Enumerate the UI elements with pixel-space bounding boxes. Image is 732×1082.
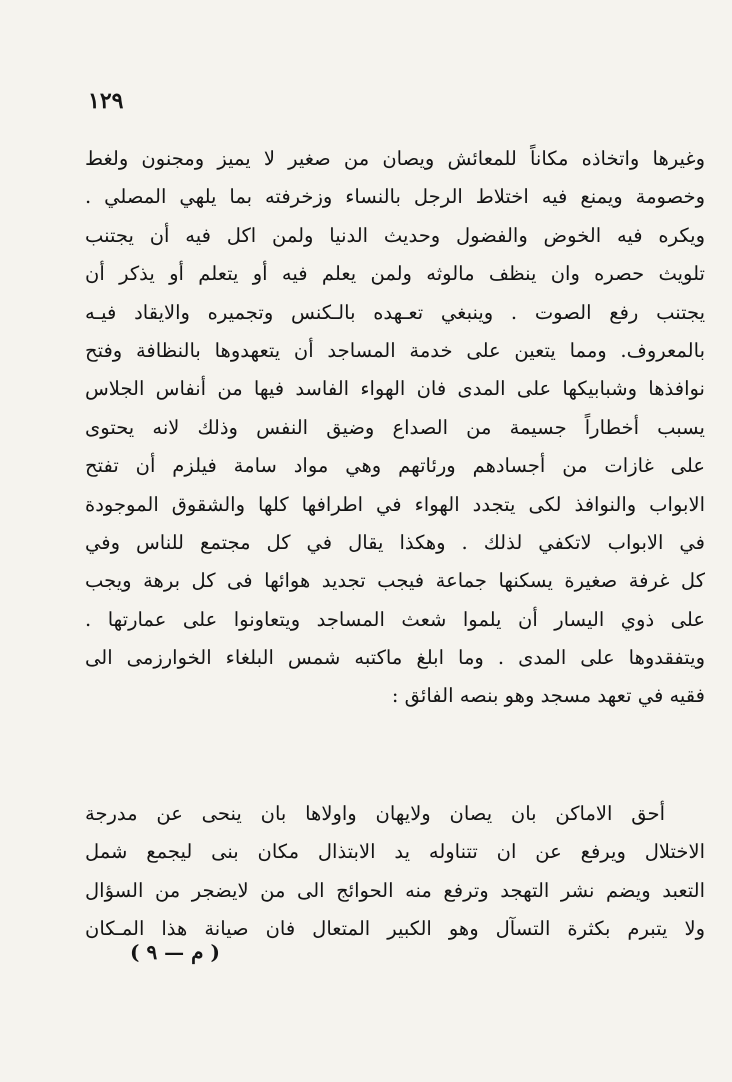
text-line: بالمعروف. ومما يتعين على خدمة المساجد أن يتعهدوها بالنظافة وفتح [85,338,705,362]
text-line: التعبد ويضم نشر التهجد وترفع منه الحوائج الى من لايضجر من السؤال [85,878,705,902]
text-line: نوافذها وشبابيكها على المدى فان الهواء الفاسد فيها من أنفاس الجلاس [85,377,705,401]
paragraph-1 [85,140,705,716]
text-line: ولا يتبرم بكثرة التسآل وهو الكبير المتعال فان صيانة هذا المـكان [85,917,705,941]
text-line: كل غرفة صغيرة يسكنها جماعة فيجب تجديد هوائها فى كل برهة ويجب [85,569,705,593]
text-line: وغيرها واتخاذه مكاناً للمعائش ويصان من صغير لا يميز ومجنون ولغط [85,147,705,170]
page-number: ١٢٩ [88,88,124,114]
text-line: يسبب أخطاراً جسيمة من الصداع وضيق النفس وذلك لانه يحتوى [85,415,705,439]
text-line: فقيه في تعهد مسجد وهو بنصه الفائق : [391,684,705,708]
text-line: ويتفقدوها على المدى . وما ابلغ ماكتبه شمس البلغاء الخوارزمى الى [85,646,705,670]
text-line: وخصومة ويمنع فيه اختلاط الرجل بالنساء وزخرفته بما يلهي المصلي . [85,185,705,209]
signature-mark: ( م — ٩ ) [130,940,220,964]
text-line: الابواب والنوافذ لكى يتجدد الهواء في اطرافها كلها والشقوق الموجودة [85,492,705,516]
text-line: على ذوي اليسار أن يلموا شعث المساجد ويتعاونوا على عمارتها . [85,607,705,631]
text-line: على غازات من أجسادهم ورئاتهم وهي مواد سامة فيلزم أن تفتح [85,454,705,478]
text-line: أحق الاماكن بان يصان ولايهان واولاها بان ينحى عن مدرجة [85,802,665,825]
text-line: الاختلال ويرفع عن ان تتناوله يد الابتذال مكان بنى ليجمع شمل [85,840,705,864]
text-line: في الابواب لاتكفي لذلك . وهكذا يقال في كل مجتمع للناس وفي [85,530,705,554]
text-line: ويكره فيه الخوض والفضول وحديث الدنيا ولمن اكل فيه أن يجتنب [85,223,705,247]
paragraph-2-quote [85,795,705,949]
text-line: يجتنب رفع الصوت . وينبغي تعـهده بالـكنس وتجميره والايقاد فيـه [85,300,705,324]
text-line: تلويث حصره وان ينظف مالوثه ولمن يعلم فيه أو يتعلم أو يذكر أن [85,262,705,286]
